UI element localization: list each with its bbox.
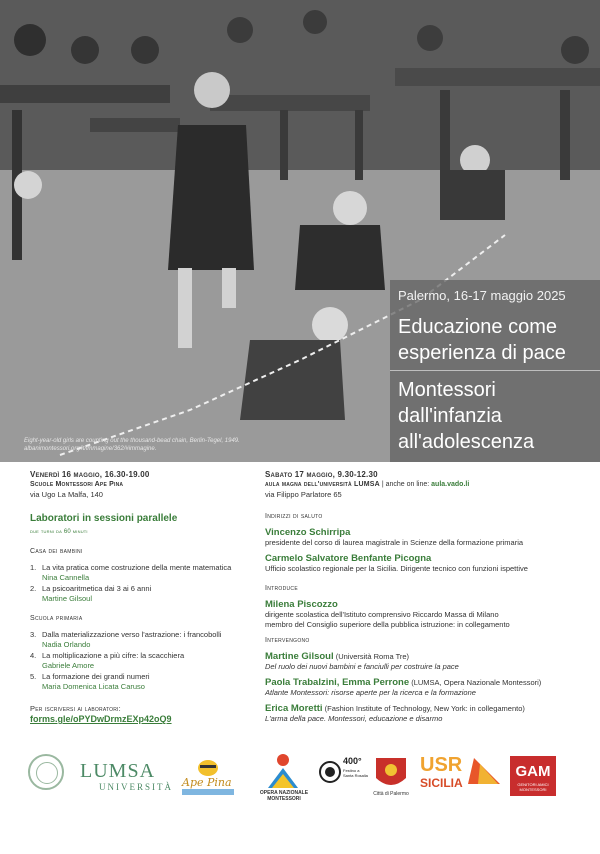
item-number: 3. (30, 630, 37, 639)
item-speaker: Nadia Orlando (42, 640, 91, 649)
usr-logo-text: USR (420, 754, 463, 776)
item-speaker: Martine Gilsoul (42, 594, 93, 603)
item-speaker: Nina Cannella (42, 573, 90, 582)
main-title: Educazione come esperienza di pace (398, 316, 566, 364)
speaker-desc: Ufficio scolastico regionale per la Sicilia. Dirigente tecnico con funzioni ispettive (265, 564, 528, 573)
speaker-affiliation: (Fashion Institute of Technology, New York: in collegamento) (322, 704, 525, 713)
photo-caption: Eight-year-old girls are counting out the thousand-bead chain, Berlin-Tegel, 1949. albanimontessori.org/it/immagine/362/#immagine. (24, 438, 240, 452)
speakers-label: Intervengono (265, 637, 310, 644)
gam-logo (510, 756, 556, 796)
item-speaker: Maria Domenica Licata Caruso (42, 682, 145, 691)
speaker-affiliation: (LUMSA, Opera Nazionale Montessori) (409, 678, 542, 687)
workshops-turns: due turni da 60 minuti (30, 529, 88, 535)
online-prefix: | anche on line: (379, 481, 432, 488)
friday-column (30, 470, 250, 724)
svg-text:Ape Pina: Ape Pina (182, 776, 232, 789)
item-title: Dalla materializzazione verso l'astrazione: i francobolli (42, 630, 222, 639)
talk-title: L'arma della pace. Montessori, educazione e disarmo (265, 714, 443, 723)
item-number: 1. (30, 563, 37, 572)
talk-speaker (265, 652, 585, 662)
ape-pina-logo-icon (178, 754, 240, 798)
saturday-column (265, 470, 585, 724)
item-number: 5. (30, 672, 37, 681)
list-item (30, 672, 250, 692)
speaker-name: Vincenzo Schirripa (265, 527, 351, 538)
friday-heading: Venerdì 16 maggio, 16.30-19.00 (30, 470, 150, 479)
talk-title: Atlante Montessori: risorse aperte per la ricerca e la formazione (265, 688, 476, 697)
speaker-name: Martine Gilsoul (265, 651, 334, 662)
talk-title: Del ruolo dei nuovi bambini e fanciulli per costruire la pace (265, 662, 459, 671)
speaker-affiliation: (Università Roma Tre) (333, 652, 410, 661)
register-link[interactable]: forms.gle/oPYDwDrmzEXp42oQ9 (30, 714, 172, 724)
item-number: 4. (30, 651, 37, 660)
friday-venue: Scuole Montessori Ape Pina (30, 481, 124, 488)
item-title: La psicoaritmetica dai 3 ai 6 anni (42, 584, 152, 593)
register-label: Per iscriversi ai laboratori: (30, 704, 121, 713)
gam-logo-sub: GENITORI AMICI MONTESSORI (517, 782, 549, 792)
sub-title: Montessori dall'infanzia all'adolescenza (398, 379, 535, 453)
friday-address: via Ugo La Malfa, 140 (30, 490, 103, 499)
lumsa-seal-icon (28, 754, 64, 790)
item-speaker: Gabriele Amore (42, 661, 95, 670)
opera-logo-text: OPERA NAZIONALE MONTESSORI (259, 790, 309, 802)
greetings-label: Indirizzi di saluto (265, 513, 323, 520)
primaria-list (30, 630, 250, 692)
speaker-name: Erica Moretti (265, 703, 323, 714)
saturday-address: via Filippo Parlatore 65 (265, 490, 342, 499)
list-item (30, 630, 250, 650)
casa-list (30, 563, 250, 604)
festino-text: Festino a Santa Rosalia (343, 768, 368, 778)
gam-logo-text: GAM (515, 763, 551, 780)
speaker-desc: dirigente scolastica dell'Istituto comprensivo Riccardo Massa di Milano (265, 610, 499, 619)
saturday-venue: aula magna dell'università LUMSA (265, 481, 380, 488)
item-number: 2. (30, 584, 37, 593)
lumsa-logo-sub: UNIVERSITÀ (99, 782, 173, 792)
festino-number: 400° (343, 756, 362, 766)
lumsa-logo-text: LUMSA (80, 760, 156, 782)
intro-label: Introduce (265, 585, 298, 592)
speaker-name: Paola Trabalzini, Emma Perrone (265, 677, 410, 688)
casa-label: Casa dei bambini (30, 548, 83, 555)
item-title: La vita pratica come costruzione della mente matematica (42, 563, 232, 572)
palermo-logo-text: Città di Palermo (373, 791, 409, 797)
saturday-heading: Sabato 17 maggio, 9.30-12.30 (265, 470, 378, 479)
usr-logo-sub: SICILIA (420, 776, 463, 790)
list-item (30, 584, 250, 604)
item-title: La moltiplicazione a più cifre: la scacchiera (42, 651, 185, 660)
list-item (30, 563, 250, 583)
sponsor-logos (0, 748, 600, 808)
talk-speaker (265, 704, 585, 714)
speaker-name: Carmelo Salvatore Benfante Picogna (265, 553, 432, 564)
item-title: La formazione dei grandi numeri (42, 672, 150, 681)
primaria-label: Scuola primaria (30, 615, 83, 622)
talk-speaker (265, 678, 585, 688)
online-link[interactable]: aula.vado.li (431, 481, 470, 488)
speaker-desc: presidente del corso di laurea magistrale in Scienze della formazione primaria (265, 538, 524, 547)
event-date: Palermo, 16-17 maggio 2025 (398, 288, 566, 303)
list-item (30, 651, 250, 671)
speaker-desc: membro del Consiglio superiore della pubblica istruzione: in collegamento (265, 620, 510, 629)
speaker-name: Milena Piscozzo (265, 599, 338, 610)
title-divider (390, 370, 600, 371)
workshops-title: Laboratori in sessioni parallele (30, 513, 178, 524)
